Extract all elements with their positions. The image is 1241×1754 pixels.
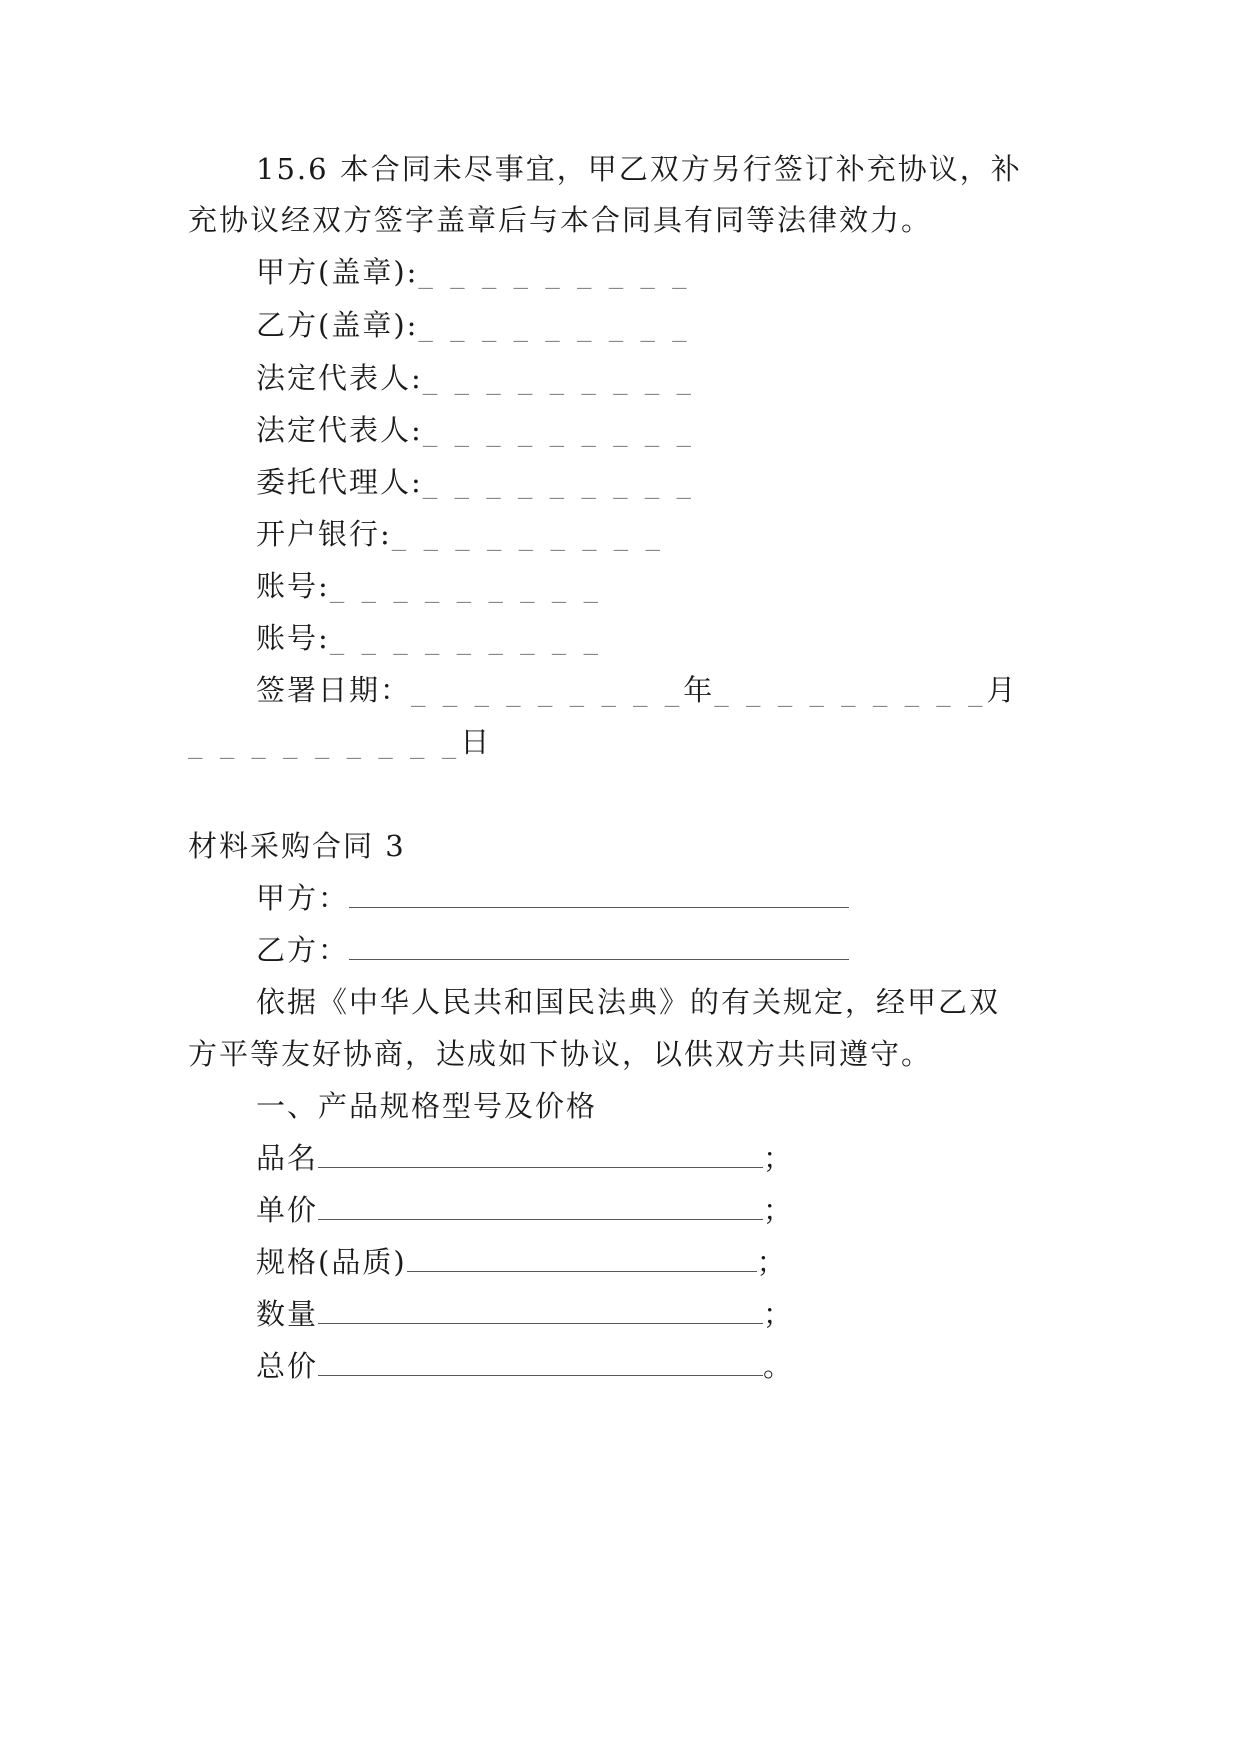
party-a-label: 甲方： xyxy=(256,881,350,915)
signature-blank: _ _ _ _ _ _ _ _ _ xyxy=(422,465,696,499)
item-line xyxy=(256,1346,794,1386)
signature-label: 账号: xyxy=(256,569,330,603)
item-label: 数量 xyxy=(256,1297,319,1331)
signature-blank: _ _ _ _ _ _ _ _ _ xyxy=(329,569,603,603)
item-line xyxy=(256,1242,788,1282)
signature-line xyxy=(256,252,691,292)
item-end: ； xyxy=(763,1141,795,1175)
signature-label: 开户银行: xyxy=(256,517,392,551)
month-label: 月 xyxy=(986,673,1018,707)
item-end: ； xyxy=(756,1245,788,1279)
contract-3-title: 材料采购合同 3 xyxy=(188,829,406,863)
sign-date-line xyxy=(256,670,1018,710)
signature-blank: _ _ _ _ _ _ _ _ _ xyxy=(418,255,691,289)
item-end: ； xyxy=(763,1193,795,1227)
signature-line xyxy=(256,305,691,345)
item-underline xyxy=(318,1139,763,1168)
signature-label: 委托代理人: xyxy=(256,465,423,499)
item-label: 品名 xyxy=(256,1141,319,1175)
item-label: 规格(品质) xyxy=(256,1245,407,1279)
item-line xyxy=(256,1294,794,1334)
signature-blank: _ _ _ _ _ _ _ _ _ xyxy=(422,413,696,447)
party-a-line xyxy=(256,878,849,918)
clause-15-6-line1: 15.6 本合同未尽事宜，甲乙双方另行签订补充协议，补 xyxy=(256,152,1022,186)
item-end: 。 xyxy=(763,1349,795,1383)
intro-line2: 方平等友好协商，达成如下协议，以供双方共同遵守。 xyxy=(188,1037,933,1071)
sign-date-line-2 xyxy=(188,722,491,762)
item-line xyxy=(256,1138,794,1178)
item-underline xyxy=(318,1347,763,1376)
signature-label: 法定代表人: xyxy=(256,413,423,447)
signature-line xyxy=(256,410,695,450)
clause-15-6-line2: 充协议经双方签字盖章后与本合同具有同等法律效力。 xyxy=(188,203,933,237)
signature-label: 甲方(盖章): xyxy=(256,255,419,289)
signature-blank: _ _ _ _ _ _ _ _ _ xyxy=(329,621,603,655)
signature-blank: _ _ _ _ _ _ _ _ _ xyxy=(418,308,691,342)
item-line xyxy=(256,1190,794,1230)
sign-date-label: 签署日期： xyxy=(256,673,412,707)
item-underline xyxy=(318,1295,763,1324)
day-label: 日 xyxy=(460,725,492,759)
signature-blank: _ _ _ _ _ _ _ _ _ xyxy=(422,361,696,395)
section-1-heading: 一、产品规格型号及价格 xyxy=(256,1089,598,1123)
signature-line xyxy=(256,358,695,398)
year-label: 年 xyxy=(683,673,715,707)
party-b-underline xyxy=(349,931,849,960)
party-a-underline xyxy=(349,879,849,908)
signature-label: 法定代表人: xyxy=(256,361,423,395)
signature-label: 账号: xyxy=(256,621,330,655)
item-label: 单价 xyxy=(256,1193,319,1227)
signature-line xyxy=(256,566,602,606)
signature-line xyxy=(256,618,602,658)
day-blank: _ _ _ _ _ _ _ _ _ xyxy=(188,725,461,759)
signature-line xyxy=(256,514,664,554)
item-underline xyxy=(407,1243,757,1272)
year-blank: _ _ _ _ _ _ _ _ _ xyxy=(411,673,684,707)
item-label: 总价 xyxy=(256,1349,319,1383)
intro-line1: 依据《中华人民共和国民法典》的有关规定，经甲乙双 xyxy=(256,985,1001,1019)
party-b-line xyxy=(256,930,849,970)
signature-line xyxy=(256,462,695,502)
signature-blank: _ _ _ _ _ _ _ _ _ xyxy=(391,517,665,551)
party-b-label: 乙方： xyxy=(256,933,350,967)
item-underline xyxy=(318,1191,763,1220)
item-end: ； xyxy=(763,1297,795,1331)
signature-label: 乙方(盖章): xyxy=(256,308,419,342)
month-blank: _ _ _ _ _ _ _ _ _ xyxy=(714,673,987,707)
